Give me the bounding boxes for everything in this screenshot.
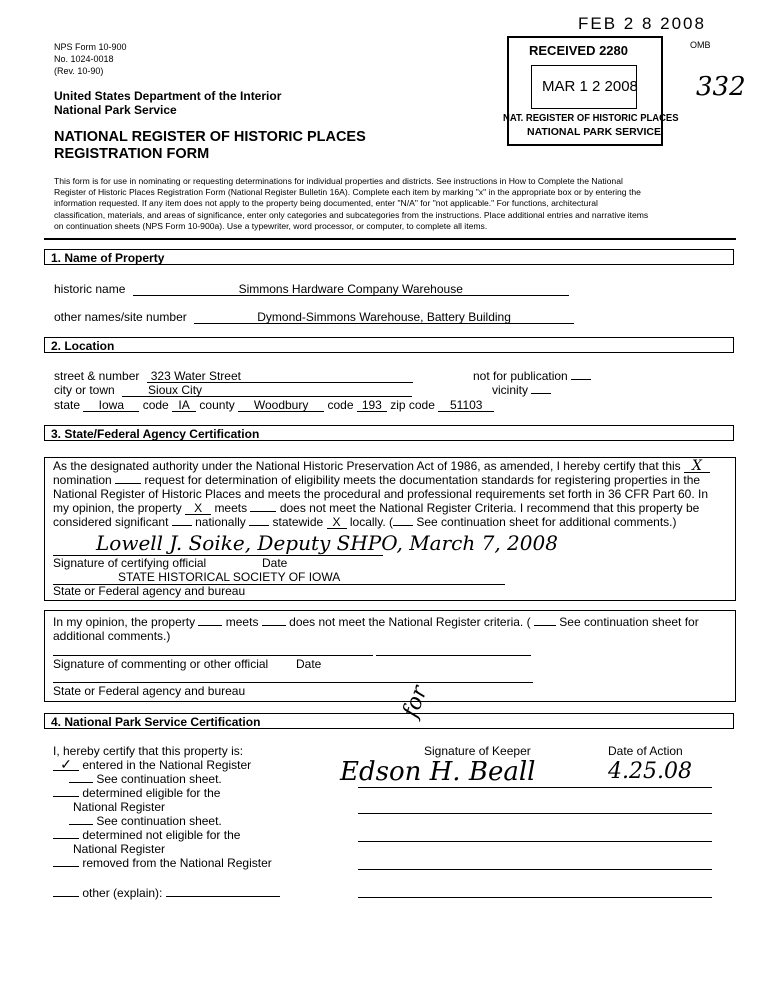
other-names-field[interactable]: Dymond-Simmons Warehouse, Battery Building: [194, 311, 574, 324]
comment-text: See continuation sheet for: [559, 615, 699, 629]
stamp-top-date: FEB 2 8 2008: [578, 14, 706, 33]
intro-line: classification, materials, and areas of significance, enter only categories and subcategories from the instructions. Place additional entries and narrative items: [54, 209, 649, 220]
option-label: removed from the National Register: [82, 856, 272, 870]
stamp-date: MAR 1 2 2008: [542, 78, 638, 95]
action-date: 4.25.08: [608, 759, 692, 784]
date-label: Date: [262, 556, 288, 570]
nfp-field[interactable]: [571, 379, 591, 380]
divider: [44, 238, 736, 240]
service: National Park Service: [54, 103, 177, 117]
comment-continuation-mark[interactable]: [534, 625, 556, 626]
other-label: other (explain):: [82, 886, 163, 900]
keeper-line: [358, 869, 712, 870]
nfp-label: not for publication: [473, 369, 568, 383]
eligible-mark[interactable]: [53, 796, 79, 797]
continuation-mark[interactable]: [69, 782, 93, 783]
vicinity-row: [492, 383, 551, 397]
intro-line: information requested. If any item does not apply to the property being documented, enter "N/A" for "not applicable." For functions, architectural: [54, 198, 598, 209]
checkmark-icon[interactable]: ✓: [53, 758, 79, 771]
cert-text: my opinion, the property: [53, 501, 182, 515]
historic-name-row: [54, 282, 569, 296]
date2-label: Date: [296, 657, 322, 671]
stamp-line1: NAT. REGISTER OF HISTORIC PLACES: [503, 112, 679, 124]
nps-options: [53, 758, 272, 870]
agency2-label: State or Federal agency and bureau: [53, 684, 246, 698]
city-label: city or town: [54, 383, 115, 397]
section-2-heading: 2. Location: [44, 337, 734, 353]
other-field[interactable]: [166, 896, 280, 897]
historic-name-field[interactable]: Simmons Hardware Company Warehouse: [133, 283, 569, 296]
street-label: street & number: [54, 369, 140, 383]
other-names-label: other names/site number: [54, 310, 187, 324]
comment-text: In my opinion, the property: [53, 615, 196, 629]
street-field[interactable]: 323 Water Street: [147, 370, 413, 383]
county-code-field[interactable]: 193: [357, 399, 387, 412]
option-label: See continuation sheet.: [96, 814, 222, 828]
signature2-line: [53, 655, 373, 656]
zip-field[interactable]: 51103: [438, 399, 494, 412]
comment-meets-mark[interactable]: [198, 625, 222, 626]
vicinity-field[interactable]: [531, 393, 551, 394]
removed-mark[interactable]: [53, 866, 79, 867]
continuation-mark[interactable]: [69, 824, 93, 825]
zip-label: zip code: [390, 398, 435, 412]
received-stamp: [503, 36, 679, 146]
nfp-row: [473, 369, 591, 383]
for-handwritten: for: [398, 682, 433, 722]
instructions: [54, 176, 648, 232]
request-mark[interactable]: [115, 483, 141, 484]
option-label: determined not eligible for the: [82, 828, 241, 842]
nomination-mark[interactable]: X: [684, 460, 710, 473]
state-field[interactable]: Iowa: [83, 399, 139, 412]
keeper-line: [358, 897, 712, 898]
stamp-received: RECEIVED 2280: [529, 43, 628, 58]
nationally-mark[interactable]: [172, 525, 192, 526]
statewide-mark[interactable]: [249, 525, 269, 526]
state-label: state: [54, 398, 81, 412]
cert-text: nationally: [195, 515, 246, 529]
section-3-heading: 3. State/Federal Agency Certification: [44, 425, 734, 441]
continuation-mark[interactable]: [393, 525, 413, 526]
option-label: entered in the National Register: [82, 758, 252, 772]
comment-text: meets: [225, 615, 259, 629]
agency-label: State or Federal agency and bureau: [53, 584, 246, 598]
city-row: [54, 383, 412, 397]
street-row: [54, 369, 413, 383]
cert-text: statewide: [272, 515, 324, 529]
cert-text: See continuation sheet for additional comments.): [416, 515, 677, 529]
other-row: [53, 886, 280, 900]
date2-line: [376, 655, 531, 656]
keeper-line: [358, 813, 712, 814]
cert-text: As the designated authority under the National Historic Preservation Act of 1986, as amended, I hereby certify that this: [53, 459, 681, 473]
form-title: NATIONAL REGISTER OF HISTORIC PLACES: [54, 129, 366, 145]
keeper-line: [358, 841, 712, 842]
section-1-heading: 1. Name of Property: [44, 249, 734, 265]
keeper-label: Signature of Keeper: [424, 744, 531, 758]
option-label: See continuation sheet.: [96, 772, 222, 786]
omb-number: No. 1024-0018: [54, 54, 114, 64]
keeper-line: [358, 787, 712, 788]
option-label: National Register: [73, 800, 166, 814]
meets-mark[interactable]: X: [185, 502, 211, 515]
section-4-heading: 4. National Park Service Certification: [44, 713, 734, 729]
comment-not-meet-mark[interactable]: [262, 625, 286, 626]
certification-text: [53, 459, 710, 529]
vicinity-label: vicinity: [492, 383, 529, 397]
commenting-text: [53, 615, 699, 643]
option-label: determined eligible for the: [82, 786, 221, 800]
handwritten-number: 332: [696, 72, 746, 102]
cert-text: meets: [214, 501, 248, 515]
does-not-meet-mark[interactable]: [250, 511, 276, 512]
county-field[interactable]: Woodbury: [238, 399, 324, 412]
state-code-label: code: [142, 398, 169, 412]
form-subtitle: REGISTRATION FORM: [54, 146, 210, 162]
county-label: county: [199, 398, 235, 412]
city-field[interactable]: Sioux City: [122, 384, 412, 397]
not-eligible-mark[interactable]: [53, 838, 79, 839]
state-code-field[interactable]: IA: [172, 399, 196, 412]
department: United States Department of the Interior: [54, 89, 282, 103]
certifying-signature: Lowell J. Soike, Deputy SHPO, March 7, 2008: [96, 531, 558, 555]
cert-text: locally. (: [349, 515, 393, 529]
comment-text: does not meet the National Register criteria. (: [289, 615, 531, 629]
cert-text: does not meet the National Register Criteria. I recommend that this property be: [279, 501, 700, 515]
omb-label: OMB: [690, 40, 711, 50]
cert-text: considered significant: [53, 515, 169, 529]
state-row: [54, 398, 494, 412]
intro-line: This form is for use in nominating or requesting determinations for individual properties and districts. See instructions in How to Complete the National: [54, 176, 623, 186]
intro-line: on continuation sheets (NPS Form 10-900a). Use a typewriter, word processor, or computer, to complete all items.: [54, 220, 488, 231]
cert-text: request for determination of eligibility meets the documentation standards for registering properties in the: [144, 473, 701, 487]
stamp-line2: NATIONAL PARK SERVICE: [527, 126, 661, 138]
keeper-signature: Edson H. Beall: [340, 757, 536, 787]
agency2-line: [53, 682, 533, 683]
revision: (Rev. 10-90): [54, 66, 104, 76]
cert-text: nomination: [53, 473, 112, 487]
agency-value: STATE HISTORICAL SOCIETY OF IOWA: [118, 570, 341, 584]
comment-text: additional comments.): [53, 629, 171, 643]
option-label: National Register: [73, 842, 166, 856]
nps-cert-intro: I, hereby certify that this property is:: [53, 744, 244, 758]
signature2-label: Signature of commenting or other official: [53, 657, 269, 671]
signature-label: Signature of certifying official: [53, 556, 207, 570]
stamp-date-box: [531, 65, 637, 109]
county-code-label: code: [327, 398, 354, 412]
intro-line: Register of Historic Places Registration Form (National Register Bulletin 16A). Complete each item by marking "x" in the appropriate box or by entering the: [54, 187, 641, 198]
other-names-row: [54, 310, 574, 324]
form-number: NPS Form 10-900: [54, 42, 127, 52]
locally-mark[interactable]: X: [327, 516, 347, 529]
other-mark[interactable]: [53, 896, 79, 897]
action-date-label: Date of Action: [608, 744, 683, 758]
historic-name-label: historic name: [54, 282, 126, 296]
cert-text: National Register of Historic Places and meets the procedural and professional requirements set forth in 36 CFR Part 60. In: [53, 487, 708, 501]
